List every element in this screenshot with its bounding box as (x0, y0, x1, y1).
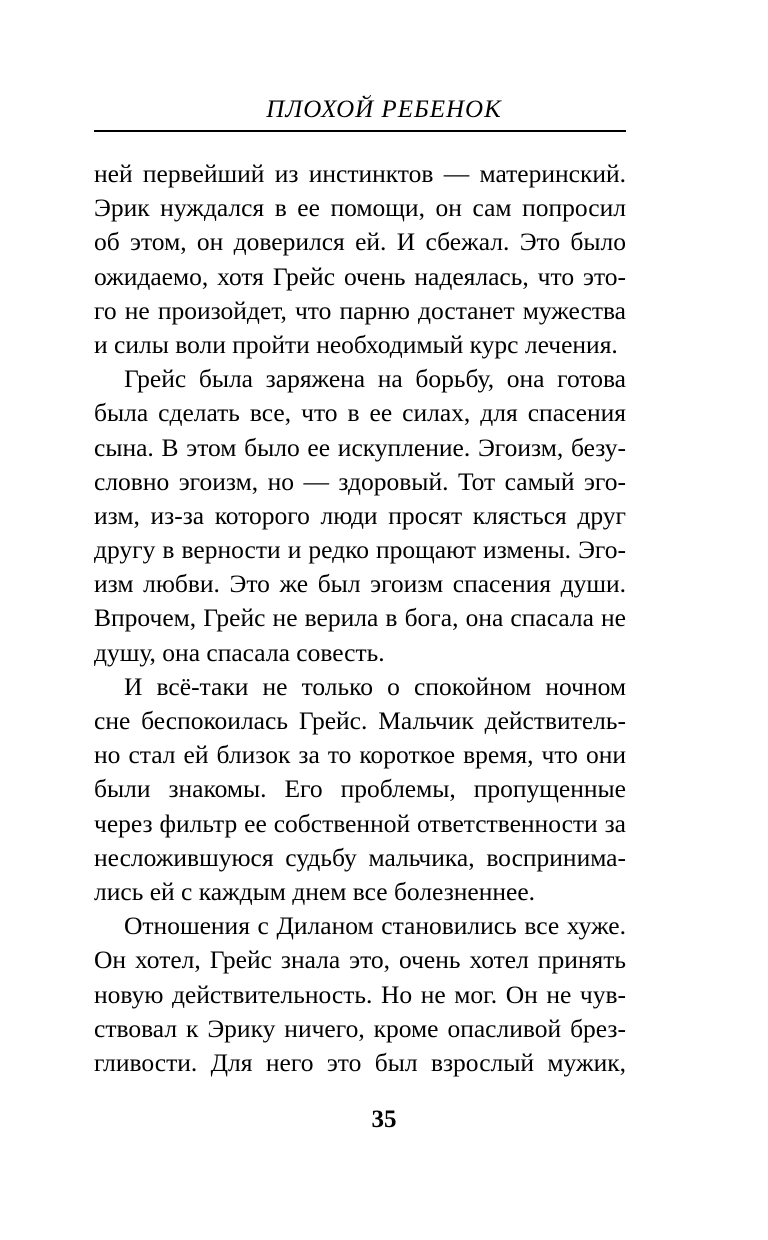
running-head: ПЛОХОЙ РЕБЕНОК (266, 96, 502, 123)
header-rule (94, 130, 626, 132)
text-line: ней первейший из инстинктов — материнский. (94, 159, 626, 188)
text-line: Эрик нуждался в ее помощи, он сам попросил (94, 193, 626, 223)
text-line: И всё-таки не только о спокойном ночном (124, 671, 626, 701)
text-line: Впрочем, Грейс не верила в бога, она спасала не (94, 603, 626, 633)
text-line: об этом, он доверился ей. И сбежал. Это было (94, 227, 626, 257)
page-body (94, 157, 626, 1080)
text-line: были знакомы. Его проблемы, пропущенные (94, 774, 626, 804)
text-line: душу, она спасала совесть. (94, 637, 385, 667)
text-line: словно эгоизм, но — здоровый. Тот самый эго- (94, 466, 626, 496)
text-line: Он хотел, Грейс знала это, очень хотел принять (94, 945, 626, 975)
text-line: гливости. Для него это был взрослый мужик, (94, 1047, 626, 1077)
text-line: сына. В этом было ее искупление. Эгоизм, безу- (94, 432, 626, 462)
text-line: и силы воли пройти необходимый курс лечения. (94, 329, 618, 359)
text-line: ожидаемо, хотя Грейс очень надеялась, что это- (94, 261, 626, 291)
text-line: была сделать все, что в ее силах, для спасения (94, 398, 626, 428)
text-line: но стал ей близок за то короткое время, что они (94, 740, 626, 770)
text-line: Грейс была заряжена на борьбу, она готова (124, 364, 626, 394)
text-line: изм, из-за которого люди просят клясться друг (94, 500, 626, 530)
text-line: через фильтр ее собственной ответственности за (94, 808, 626, 838)
text-line: изм любви. Это же был эгоизм спасения души. (94, 569, 626, 599)
text-line: несложившуюся судьбу мальчика, воспринима- (94, 842, 626, 872)
text-line: лись ей с каждым днем все болезненнее. (94, 876, 536, 906)
page-number: 35 (371, 1106, 397, 1133)
text-line: другу в верности и редко прощают измены. Эго- (94, 535, 626, 565)
text-line: ствовал к Эрику ничего, кроме опасливой брез- (94, 1013, 626, 1043)
text-line: Отношения с Диланом становились все хуже. (124, 911, 626, 941)
text-line: сне беспокоилась Грейс. Мальчик действитель- (94, 706, 626, 735)
text-line: новую действительность. Но не мог. Он не чув- (94, 979, 626, 1009)
text-line: го не произойдет, что парню достанет мужества (94, 295, 626, 325)
